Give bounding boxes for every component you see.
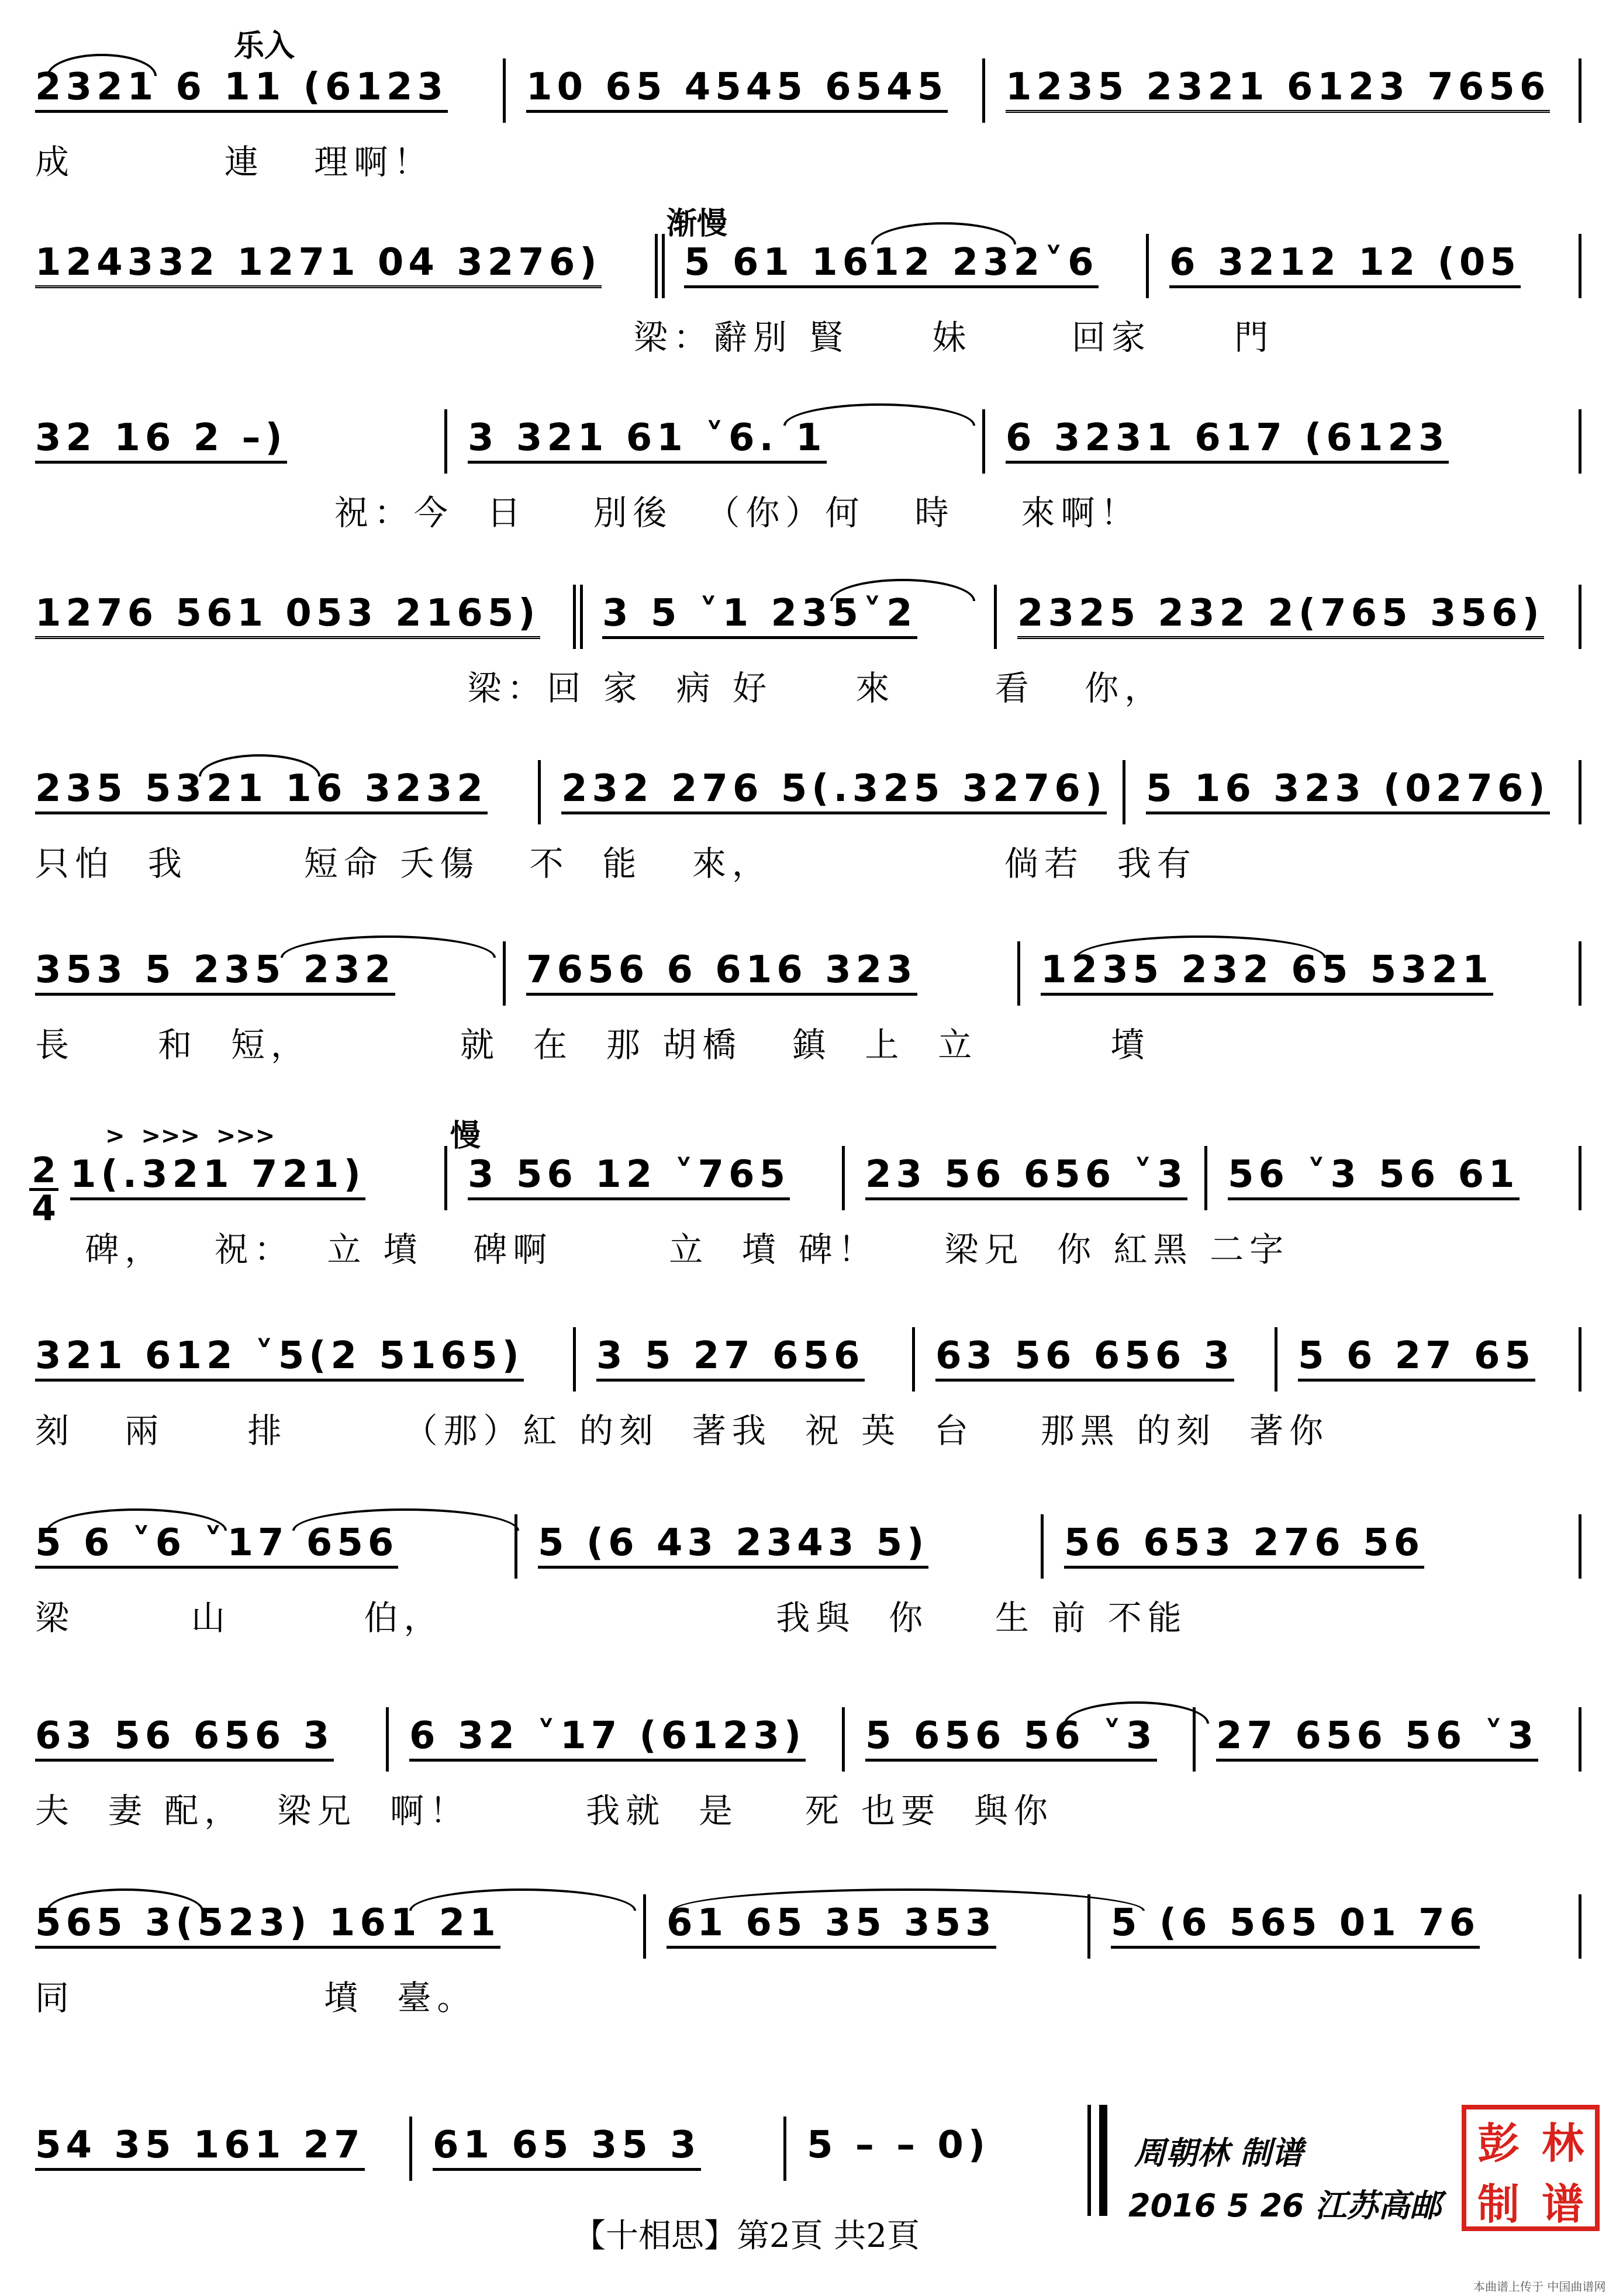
barline — [573, 1327, 576, 1392]
note-group: 56 ˅3 56 61 — [1228, 1153, 1520, 1200]
lyrics-line: 同 墳 臺。 — [35, 1978, 477, 2018]
barline — [1579, 1514, 1581, 1579]
seal-char: 制 — [1477, 2179, 1520, 2229]
barline — [1579, 760, 1581, 824]
lyrics-line: 只怕 我 短命 夭傷 不 能 來， 倘若 我有 — [35, 844, 1197, 883]
lyrics-line: 夫 妻 配， 梁兄 啊！ 我就 是 死 也要 與你 — [35, 1791, 1054, 1831]
note-group: 3 56 12 ˅765 — [468, 1153, 790, 1200]
barline — [1579, 1146, 1581, 1210]
final-barline-thick — [1099, 2105, 1107, 2216]
note-group: 1235 232 65 5321 — [1041, 948, 1493, 996]
barline — [1193, 1707, 1196, 1772]
note-group: 10 65 4545 6545 — [526, 65, 948, 113]
barline — [538, 760, 541, 824]
barline — [1579, 234, 1581, 298]
note-group: 3 321 61 ˅6. 1 — [468, 416, 827, 464]
barline — [514, 1514, 517, 1579]
seal-char: 彭 — [1477, 2118, 1520, 2168]
note-group: 1276 561 053 2165) — [35, 592, 540, 639]
lyrics-line: 梁 山 伯， 我與 你 生 前 不能 — [35, 1598, 1187, 1638]
barline — [1123, 760, 1125, 824]
note-group: 235 5321 16 3232 — [35, 767, 488, 814]
barline — [1087, 1894, 1090, 1959]
note-group: 353 5 235 232 — [35, 948, 395, 996]
lyrics-line: 碑， 祝： 立 墳 碑啊 立 墳 碑！ 梁兄 你 紅黑 二字 — [35, 1230, 1290, 1269]
barline — [1579, 1894, 1581, 1959]
barline — [994, 585, 997, 649]
note-group: 6 3212 12 (05 — [1169, 241, 1521, 288]
barline — [1579, 409, 1581, 474]
time-signature — [29, 1150, 58, 1229]
note-group: 63 56 656 3 — [35, 1714, 334, 1762]
lyrics-line: 梁：辭別 賢 妹 回家 門 — [35, 317, 1275, 357]
tempo-mark-jianman: 渐慢 — [667, 206, 728, 241]
note-group: 3 5 ˅1 235˅2 — [602, 592, 917, 639]
barline — [1041, 1514, 1044, 1579]
time-signature-bottom: 4 — [29, 1188, 58, 1226]
site-watermark: 本曲谱上传于 中国曲谱网 — [1473, 2280, 1606, 2294]
arranger-date: 2016 5 26 江苏高邮 — [1128, 2187, 1442, 2224]
note-group: 27 656 56 ˅3 — [1216, 1714, 1538, 1762]
tempo-mark-yueru: 乐入 — [234, 29, 295, 64]
arranger-name: 周朝林 制谱 — [1134, 2135, 1303, 2171]
final-barline-thin — [1087, 2105, 1091, 2216]
barline — [842, 1707, 845, 1772]
accent-marks: > >>> >>> — [105, 1123, 275, 1149]
barline — [1204, 1146, 1207, 1210]
note-group: 1(.321 721) — [70, 1153, 365, 1200]
barline — [1146, 234, 1149, 298]
note-group: 1235 2321 6123 7656 — [1006, 65, 1550, 113]
note-group: 5 16 323 (0276) — [1146, 767, 1550, 814]
lyrics-line: 成 連 理啊！ — [35, 142, 434, 182]
note-group: 2325 232 2(765 356) — [1017, 592, 1544, 639]
note-group: 124332 1271 04 3276) — [35, 241, 602, 288]
barline — [662, 234, 665, 298]
barline — [409, 2117, 412, 2181]
barline — [783, 2117, 786, 2181]
note-group: 2321 6 11 (6123 — [35, 65, 448, 113]
barline — [643, 1894, 646, 1959]
barline — [1579, 941, 1581, 1006]
note-group: 56 653 276 56 — [1064, 1521, 1424, 1569]
note-group: 3 5 27 656 — [596, 1334, 865, 1382]
barline — [1579, 58, 1581, 123]
time-signature-top: 2 — [32, 1150, 56, 1191]
page-footer: 【十相思】第2頁 共2頁 — [573, 2217, 920, 2255]
barline — [842, 1146, 845, 1210]
barline — [1579, 1707, 1581, 1772]
note-group: 5 61 1612 232˅6 — [684, 241, 1099, 288]
barline — [503, 58, 506, 123]
note-group: 5 656 56 ˅3 — [865, 1714, 1157, 1762]
note-group: 63 56 656 3 — [935, 1334, 1234, 1382]
note-group: 32 16 2 –) — [35, 416, 287, 464]
lyrics-line: 梁：回 家 病 好 來 看 你， — [35, 668, 1165, 708]
note-group: 5 6 27 65 — [1298, 1334, 1535, 1382]
barline — [580, 585, 583, 649]
note-group: 232 276 5(.325 3276) — [561, 767, 1107, 814]
note-group: 321 612 ˅5(2 5165) — [35, 1334, 524, 1382]
note-group: 54 35 161 27 — [35, 2124, 365, 2171]
barline — [1579, 585, 1581, 649]
note-group: 6 3231 617 (6123 — [1006, 416, 1449, 464]
lyrics-line: 刻 兩 排 （那）紅 的刻 著我 祝 英 台 那黑 的刻 著你 — [35, 1411, 1330, 1451]
barline — [573, 585, 576, 649]
seal-char: 谱 — [1541, 2179, 1584, 2229]
seal-char: 林 — [1541, 2118, 1584, 2168]
red-seal-stamp — [1462, 2105, 1600, 2231]
barline — [912, 1327, 915, 1392]
barline — [1579, 1327, 1581, 1392]
note-group: 5 (6 43 2343 5) — [538, 1521, 928, 1569]
barline — [386, 1707, 389, 1772]
barline — [1017, 941, 1020, 1006]
lyrics-line: 長 和 短， 就 在 那 胡橋 鎮 上 立 墳 — [35, 1025, 1151, 1065]
note-group: 61 65 35 353 — [667, 1901, 996, 1949]
barline — [444, 1146, 447, 1210]
note-group: 6 32 ˅17 (6123) — [409, 1714, 806, 1762]
note-group: 7656 6 616 323 — [526, 948, 917, 996]
note-group: 61 65 35 3 — [433, 2124, 701, 2171]
note-group: 23 56 656 ˅3 — [865, 1153, 1187, 1200]
barline — [982, 58, 985, 123]
note-group: 5 6 ˅6 ˅17 656 — [35, 1521, 398, 1569]
note-group: 5 – – 0) — [807, 2124, 990, 2167]
lyrics-line: 祝：今 日 別後 （你）何 時 來啊！ — [35, 493, 1141, 533]
tempo-mark-man: 慢 — [450, 1118, 481, 1154]
barline — [982, 409, 985, 474]
note-group: 565 3(523) 161 21 — [35, 1901, 500, 1949]
barline — [503, 941, 506, 1006]
arranger-credit — [1128, 2128, 1442, 2224]
barline — [1275, 1327, 1277, 1392]
note-group: 5 (6 565 01 76 — [1111, 1901, 1480, 1949]
barline — [444, 409, 447, 474]
barline — [655, 234, 658, 298]
